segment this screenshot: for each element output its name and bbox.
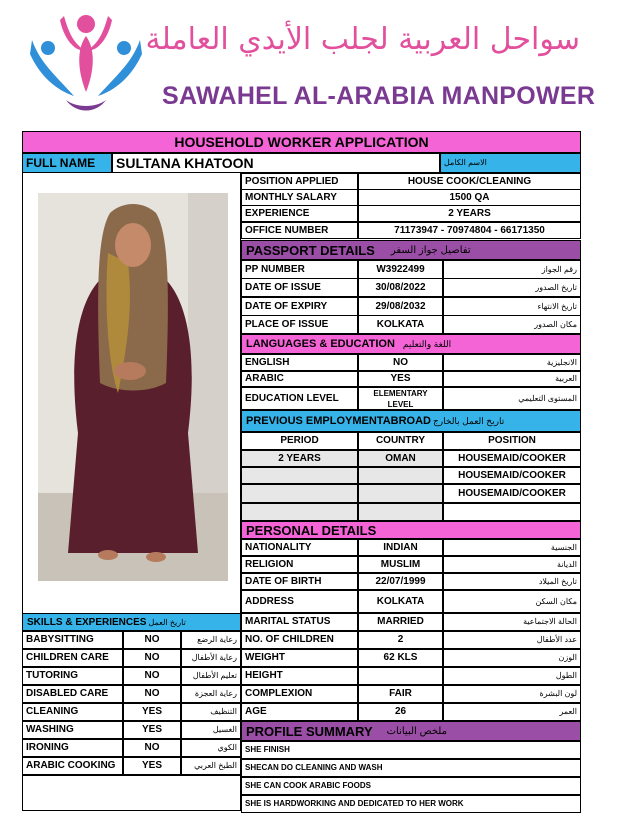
full-name-value: SULTANA KHATOON (112, 153, 440, 173)
position-info-value: 2 YEARS (358, 205, 581, 222)
personal-row-arabic: العمر (443, 703, 581, 721)
passport-arabic-title: تفاصيل جواز السفر (390, 244, 471, 256)
personal-row-arabic: الوزن (443, 649, 581, 667)
person-photo-icon (38, 193, 228, 581)
personal-row-value: KOLKATA (358, 590, 443, 613)
skill-row-arabic: الطبخ العربي (181, 757, 241, 775)
form-title-text: HOUSEHOLD WORKER APPLICATION (174, 134, 429, 150)
passport-row-arabic: رقم الجواز (443, 260, 581, 279)
passport-row-arabic: تاريخ الصدور (443, 278, 581, 297)
logo-english-name: SAWAHEL AL-ARABIA MANPOWER (162, 82, 596, 110)
profile-summary-line: SHE IS HARDWORKING AND DEDICATED TO HER WORK (241, 795, 581, 813)
personal-title: PERSONAL DETAILS (246, 522, 377, 538)
position-info-value: HOUSE COOK/CLEANING (358, 173, 581, 190)
position-info-value: 71173947 - 70974804 - 66171350 (358, 222, 581, 239)
personal-row-arabic: مكان السكن (443, 590, 581, 613)
languages-header (241, 334, 581, 354)
skill-row-arabic: التنظيف (181, 703, 241, 721)
passport-row-value: W3922499 (358, 260, 443, 279)
profile-arabic-title: ملخص البيانات (386, 725, 447, 737)
full-name-label: FULL NAME (22, 153, 112, 173)
personal-row-arabic: الجنسية (443, 539, 581, 556)
language-row-value: YES (358, 371, 443, 387)
skills-header (22, 613, 241, 631)
personal-row-label: COMPLEXION (241, 685, 358, 703)
skill-row-value: NO (123, 685, 181, 703)
personal-row-label: DATE OF BIRTH (241, 573, 358, 590)
skill-row-value: YES (123, 721, 181, 739)
language-row-value: ELEMENTARY LEVEL (358, 387, 443, 410)
personal-header (241, 521, 581, 539)
language-row-arabic: المستوى التعليمي (443, 387, 581, 410)
personal-row-label: WEIGHT (241, 649, 358, 667)
skill-row-value: YES (123, 757, 181, 775)
employment-title: PREVIOUS EMPLOYMENTABROAD (246, 415, 431, 427)
logo-arabic-name: سواحل العربية لجلب الأيدي العاملة (145, 22, 580, 57)
employment-cell (443, 503, 581, 521)
skills-arabic-title: تاريخ العمل (148, 617, 186, 627)
passport-row-arabic: مكان الصدور (443, 315, 581, 334)
passport-row-value: 30/08/2022 (358, 278, 443, 297)
passport-row-label: DATE OF EXPIRY (241, 297, 358, 316)
skill-row-value: NO (123, 667, 181, 685)
position-info-label: MONTHLY SALARY (241, 189, 358, 206)
language-row-label: ARABIC (241, 371, 358, 387)
employment-column-header: PERIOD (241, 432, 358, 450)
position-info-label: POSITION APPLIED (241, 173, 358, 190)
passport-header (241, 240, 581, 260)
skill-row-value: NO (123, 649, 181, 667)
personal-row-label: NO. OF CHILDREN (241, 631, 358, 649)
employment-cell: HOUSEMAID/COOKER (443, 450, 581, 467)
language-row-label: EDUCATION LEVEL (241, 387, 358, 410)
language-row-arabic: الانجليزية (443, 354, 581, 371)
personal-row-value: 62 KLS (358, 649, 443, 667)
personal-row-label: AGE (241, 703, 358, 721)
skill-row-arabic: رعاية الرضع (181, 631, 241, 649)
company-logo-icon (26, 10, 146, 120)
employment-cell (358, 484, 443, 503)
personal-row-arabic: لون البشرة (443, 685, 581, 703)
passport-row-value: 29/08/2032 (358, 297, 443, 316)
employment-header (241, 410, 581, 432)
position-info-value: 1500 QA (358, 189, 581, 206)
employment-cell: HOUSEMAID/COOKER (443, 467, 581, 484)
personal-row-value: 26 (358, 703, 443, 721)
skill-row-label: BABYSITTING (22, 631, 123, 649)
skill-row-label: TUTORING (22, 667, 123, 685)
skill-row-label: CLEANING (22, 703, 123, 721)
personal-row-value: MARRIED (358, 613, 443, 631)
skill-row-arabic: تعليم الأطفال (181, 667, 241, 685)
personal-row-arabic: تاريخ الميلاد (443, 573, 581, 590)
skill-row-arabic: الكوي (181, 739, 241, 757)
passport-row-label: DATE OF ISSUE (241, 278, 358, 297)
skill-row-value: NO (123, 739, 181, 757)
skill-row-label: ARABIC COOKING (22, 757, 123, 775)
position-info-label: EXPERIENCE (241, 205, 358, 222)
personal-row-arabic: الطول (443, 667, 581, 685)
applicant-photo (38, 193, 228, 581)
skill-row-arabic: الغسيل (181, 721, 241, 739)
passport-row-label: PP NUMBER (241, 260, 358, 279)
personal-row-label: NATIONALITY (241, 539, 358, 556)
employment-cell (241, 503, 358, 521)
employment-cell (358, 467, 443, 484)
personal-row-value: FAIR (358, 685, 443, 703)
profile-summary-line: SHECAN DO CLEANING AND WASH (241, 759, 581, 777)
skill-row-value: YES (123, 703, 181, 721)
employment-cell (241, 484, 358, 503)
personal-row-value: MUSLIM (358, 556, 443, 573)
skills-footer-blank (22, 775, 241, 811)
personal-row-label: ADDRESS (241, 590, 358, 613)
skills-title: SKILLS & EXPERIENCES (27, 616, 147, 628)
languages-title: LANGUAGES & EDUCATION (246, 338, 395, 350)
employment-cell (241, 467, 358, 484)
language-row-arabic: العربية (443, 371, 581, 387)
full-name-arabic: الاسم الكامل (440, 153, 581, 173)
passport-row-value: KOLKATA (358, 315, 443, 334)
skill-row-arabic: رعاية العجزة (181, 685, 241, 703)
profile-summary-line: SHE FINISH (241, 741, 581, 759)
profile-header (241, 721, 581, 741)
language-row-label: ENGLISH (241, 354, 358, 371)
profile-title: PROFILE SUMMARY (246, 723, 373, 739)
skill-row-arabic: رعاية الأطفال (181, 649, 241, 667)
employment-cell: OMAN (358, 450, 443, 467)
skill-row-value: NO (123, 631, 181, 649)
employment-cell: 2 YEARS (241, 450, 358, 467)
form-title (22, 131, 581, 153)
passport-row-arabic: تاريخ الانتهاء (443, 297, 581, 316)
employment-column-header: POSITION (443, 432, 581, 450)
position-info-label: OFFICE NUMBER (241, 222, 358, 239)
profile-summary-line: SHE CAN COOK ARABIC FOODS (241, 777, 581, 795)
logo-header (22, 8, 596, 124)
language-row-value: NO (358, 354, 443, 371)
passport-title: PASSPORT DETAILS (246, 242, 375, 258)
personal-row-label: MARITAL STATUS (241, 613, 358, 631)
skill-row-label: CHILDREN CARE (22, 649, 123, 667)
personal-row-value: 22/07/1999 (358, 573, 443, 590)
personal-row-label: HEIGHT (241, 667, 358, 685)
employment-cell (358, 503, 443, 521)
passport-row-label: PLACE OF ISSUE (241, 315, 358, 334)
personal-row-value: INDIAN (358, 539, 443, 556)
languages-arabic-title: اللغة والتعليم (402, 338, 452, 349)
skill-row-label: DISABLED CARE (22, 685, 123, 703)
personal-row-arabic: الديانة (443, 556, 581, 573)
personal-row-value (358, 667, 443, 685)
skill-row-label: WASHING (22, 721, 123, 739)
skill-row-label: IRONING (22, 739, 123, 757)
employment-column-header: COUNTRY (358, 432, 443, 450)
personal-row-label: RELIGION (241, 556, 358, 573)
personal-row-arabic: الحالة الاجتماعية (443, 613, 581, 631)
personal-row-value: 2 (358, 631, 443, 649)
employment-arabic-title: تاريخ العمل بالخارج (432, 415, 505, 426)
personal-row-arabic: عدد الأطفال (443, 631, 581, 649)
employment-cell: HOUSEMAID/COOKER (443, 484, 581, 503)
